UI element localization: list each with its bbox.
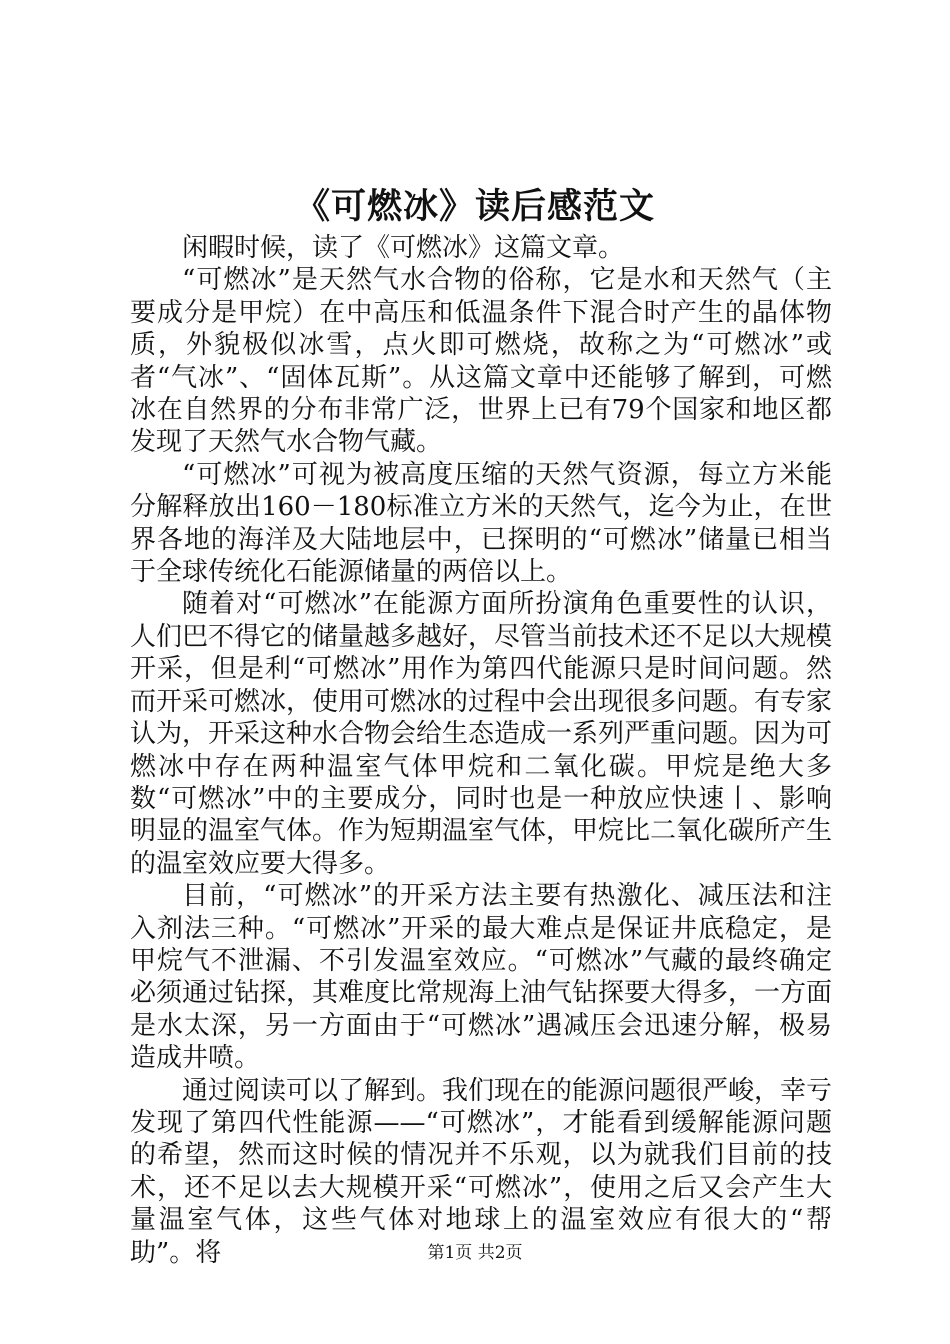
document-body bbox=[130, 232, 832, 1269]
paragraph-6: 通过阅读可以了解到。我们现在的能源问题很严峻，幸亏发现了第四代性能源——“可燃冰”，才能看到缓解能源问题的希望，然而这时候的情况并不乐观，以为就我们目前的技术，还不足以去大规模开采“可燃冰”，使用之后又会产生大量温室气体，这些气体对地球上的温室效应有很大的“帮助”。将 bbox=[130, 1075, 833, 1268]
paragraph-3: “可燃冰”可视为被高度压缩的天然气资源，每立方米能分解释放出160－180标准立方米的天然气，迄今为止，在世界各地的海洋及大陆地层中，已探明的“可燃冰”储量已相当于全球传统化石能源储量的两倍以上。 bbox=[130, 459, 832, 588]
paragraph-1: 闲暇时候，读了《可燃冰》这篇文章。 bbox=[182, 233, 625, 263]
page-footer: 第1页 共2页 bbox=[427, 1243, 523, 1263]
paragraph-2: “可燃冰”是天然气水合物的俗称，它是水和天然气（主要成分是甲烷）在中高压和低温条件下混合时产生的晶体物质，外貌极似冰雪，点火即可燃烧，故称之为“可燃冰”或者“气冰”、“固体瓦斯”。从这篇文章中还能够了解到，可燃冰在自然界的分布非常广泛，世界上已有79个国家和地区都发现了天然气水合物气藏。 bbox=[130, 265, 832, 458]
paragraph-5: 目前，“可燃冰”的开采方法主要有热激化、减压法和注入剂法三种。“可燃冰”开采的最大难点是保证井底稳定，是甲烷气不泄漏、不引发温室效应。“可燃冰”气藏的最终确定必须通过钻探，其难度比常规海上油气钻探要大得多，一方面是水太深，另一方面由于“可燃冰”遇减压会迅速分解，极易造成井喷。 bbox=[130, 881, 833, 1074]
document-title: 《可燃冰》读后感范文 bbox=[294, 186, 655, 227]
paragraph-4: 随着对“可燃冰”在能源方面所扮演角色重要性的认识，人们巴不得它的储量越多越好，尽管当前技术还不足以大规模开采，但是利“可燃冰”用作为第四代能源只是时间问题。然而开采可燃冰，使用可燃冰的过程中会出现很多问题。有专家认为，开采这种水合物会给生态造成一系列严重问题。因为可燃冰中存在两种温室气体甲烷和二氧化碳。甲烷是绝大多数“可燃冰”中的主要成分，同时也是一种放应快速丨、影响明显的温室气体。作为短期温室气体，甲烷比二氧化碳所产生的温室效应要大得多。 bbox=[130, 589, 833, 879]
